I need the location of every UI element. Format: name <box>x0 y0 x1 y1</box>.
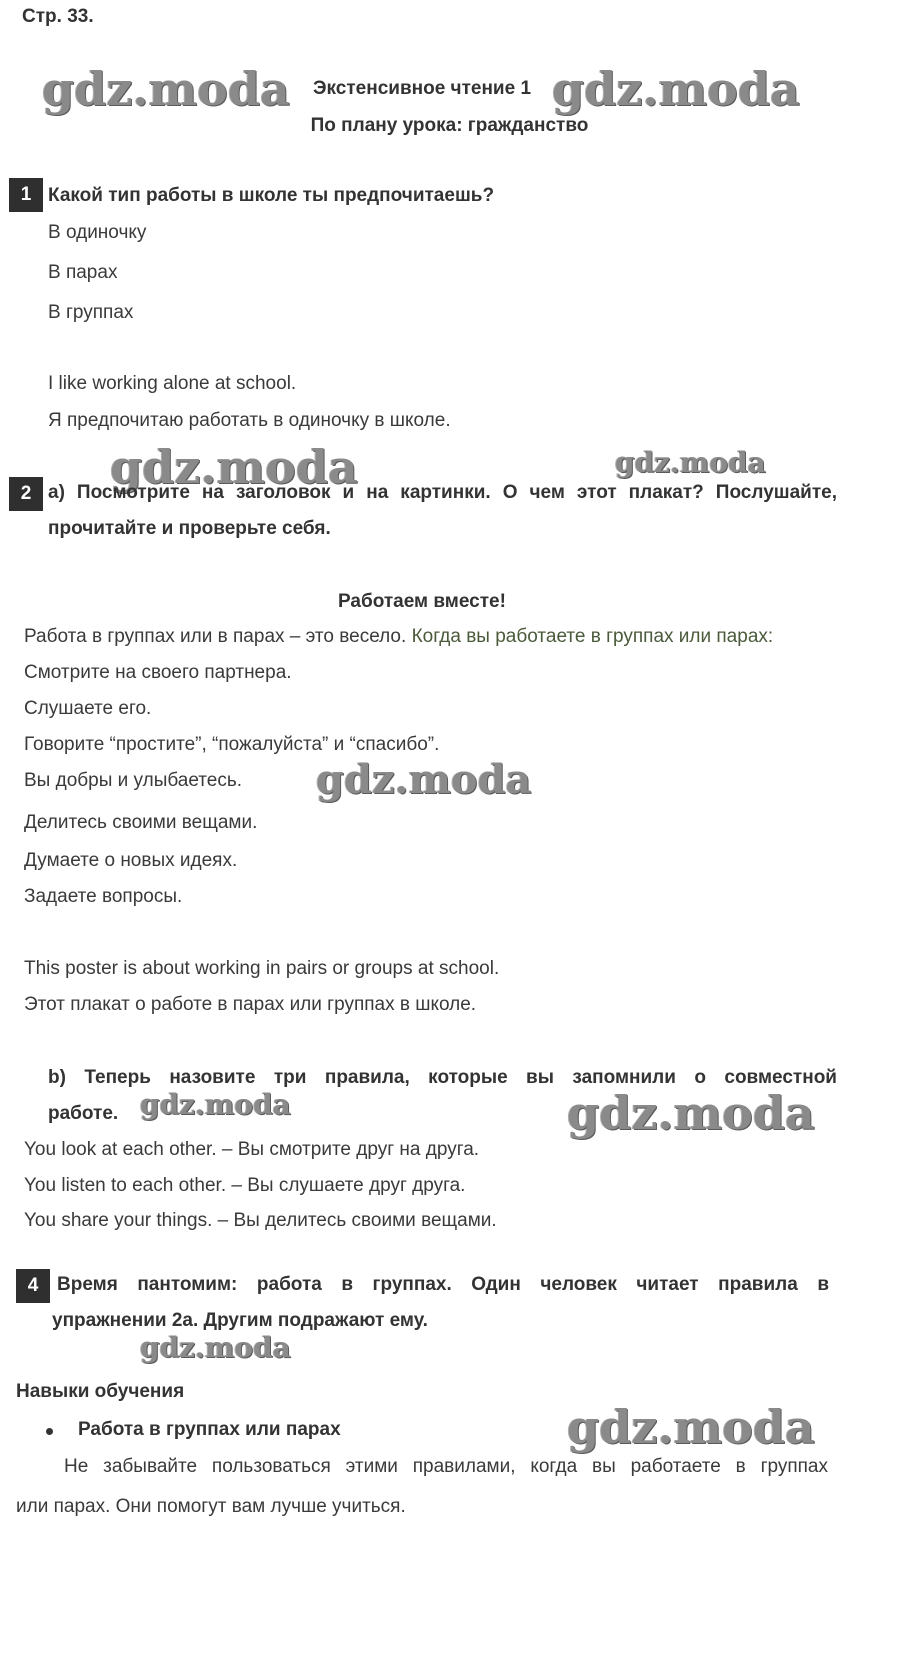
poster-title: Работаем вместе! <box>338 591 506 612</box>
watermark-logo: gdz.moda <box>552 62 800 116</box>
exercise-number-2: 2 <box>9 477 43 511</box>
exercise-1-question: Какой тип работы в школе ты предпочитаешь? <box>48 185 495 206</box>
page-title: Экстенсивное чтение 1 <box>313 78 532 99</box>
skills-bullet-item: Работа в группах или парах <box>78 1419 341 1440</box>
exercise-number-1: 1 <box>9 178 43 212</box>
poster-line: Смотрите на своего партнера. <box>24 662 292 683</box>
exercise-2a-task-cont: прочитайте и проверьте себя. <box>48 518 331 539</box>
exercise-1-option: В группах <box>48 302 134 323</box>
exercise-1-answer-ru: Я предпочитаю работать в одиночку в школе. <box>48 410 451 431</box>
exercise-2a-task: a) Посмотрите на заголовок и на картинки. О чем этот плакат? Послушайте, <box>48 482 837 503</box>
exercise-2a-answer-en: This poster is about working in pairs or groups at school. <box>24 958 500 979</box>
skills-heading: Навыки обучения <box>16 1381 185 1402</box>
watermark-logo: gdz.moda <box>615 446 766 479</box>
poster-line: Задаете вопросы. <box>24 886 183 907</box>
exercise-4-task: Время пантомим: работа в группах. Один человек читает правила в <box>57 1274 829 1295</box>
watermark-logo: gdz.moda <box>42 62 290 116</box>
poster-line: Говорите “простите”, “пожалуйста” и “спасибо”. <box>24 734 440 755</box>
poster-line: Думаете о новых идеях. <box>24 850 238 871</box>
rule-line: You listen to each other. – Вы слушаете друг друга. <box>24 1175 466 1196</box>
exercise-1-answer-en: I like working alone at school. <box>48 373 297 394</box>
exercise-1-option: В одиночку <box>48 222 147 243</box>
poster-intro: Работа в группах или в парах – это весело. Когда вы работаете в группах или парах: <box>24 626 774 647</box>
watermark-logo: gdz.moda <box>316 756 532 803</box>
page-reference: Стр. 33. <box>22 6 94 27</box>
rule-line: You share your things. – Вы делитесь своими вещами. <box>24 1210 497 1231</box>
skills-paragraph: Не забывайте пользоваться этими правилами, когда вы работаете в группах <box>64 1456 828 1477</box>
poster-line: Слушаете его. <box>24 698 152 719</box>
exercise-number-4: 4 <box>16 1269 50 1303</box>
watermark-logo: gdz.moda <box>110 440 358 494</box>
skills-paragraph-cont: или парах. Они помогут вам лучше учиться. <box>16 1496 406 1517</box>
exercise-4-task-cont: упражнении 2a. Другим подражают ему. <box>52 1310 428 1331</box>
poster-line: Делитесь своими вещами. <box>24 812 258 833</box>
watermark-logo: gdz.moda <box>140 1088 291 1121</box>
watermark-logo: gdz.moda <box>567 1086 815 1140</box>
bullet-icon <box>46 1428 53 1435</box>
exercise-2b-task-cont: работе. <box>48 1103 119 1124</box>
exercise-1-option: В парах <box>48 262 118 283</box>
poster-line: Вы добры и улыбаетесь. <box>24 770 243 791</box>
exercise-2a-answer-ru: Этот плакат о работе в парах или группах в школе. <box>24 994 477 1015</box>
page-subtitle: По плану урока: гражданство <box>310 115 589 136</box>
exercise-2b-task: b) Теперь назовите три правила, которые вы запомнили о совместной <box>48 1067 837 1088</box>
watermark-logo: gdz.moda <box>140 1331 291 1364</box>
watermark-logo: gdz.moda <box>567 1400 815 1454</box>
rule-line: You look at each other. – Вы смотрите друг на друга. <box>24 1139 480 1160</box>
